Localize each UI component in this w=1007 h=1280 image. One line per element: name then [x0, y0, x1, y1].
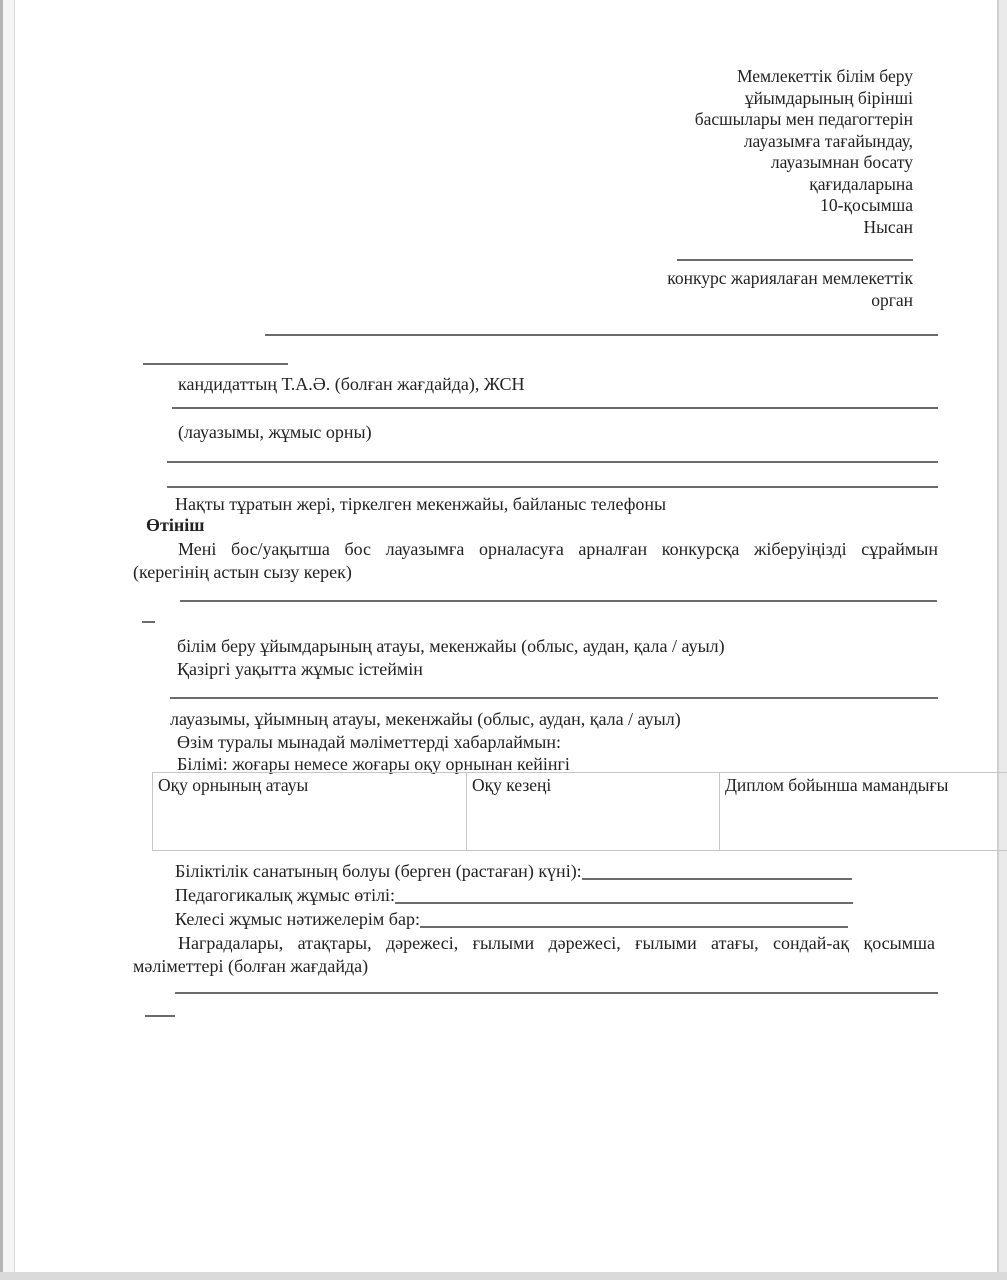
issuing-org-caption-line2: орган [871, 289, 913, 310]
position-blank-line [172, 407, 938, 409]
field-qualification-category [175, 860, 852, 882]
target-org-blank-line [180, 600, 937, 602]
education-table [152, 772, 1007, 851]
page-edge-right-light [999, 0, 1007, 1280]
education-level: Білімі: жоғары немесе жоғары оқу орнынан кейінгі [177, 754, 570, 774]
appendix-line: лауазымға тағайындау, [743, 130, 913, 151]
candidate-caption: кандидаттың Т.А.Ә. (болған жағдайда), ЖСН [178, 374, 525, 394]
candidate-blank-line-2 [143, 363, 288, 365]
appendix-line: Нысан [863, 216, 913, 237]
appendix-header-block [695, 66, 913, 238]
awards-blank-dash [145, 1015, 175, 1017]
awards-text-line2: мәліметтері (болған жағдайда) [133, 956, 369, 976]
field-teaching-experience-label: Педагогикалық жұмыс өтілі: [175, 885, 396, 905]
request-text-line1: Мені бос/уақытша бос лауазымға орналасуға арналған конкурсқа жіберуіңізді сұраймын [178, 539, 938, 559]
field-work-results-label: Келесі жұмыс нәтижелерім бар: [175, 909, 420, 929]
issuing-org-caption [667, 268, 913, 311]
awards-blank-line [175, 992, 938, 994]
request-text-line2: (керегінің астын сызу керек) [133, 562, 352, 582]
appendix-line: қағидаларына [809, 173, 913, 194]
address-blank-line-2 [167, 486, 938, 488]
address-caption: Нақты тұратын жері, тіркелген мекенжайы, байланыс телефоны [175, 494, 667, 514]
field-work-results [175, 908, 848, 930]
awards-text-line1: Наградалары, атақтары, дәрежесі, ғылыми дәрежесі, ғылыми атағы, сондай-ақ қосымша [178, 933, 935, 953]
issuing-org-caption-line1: конкурс жариялаған мемлекеттік [667, 268, 913, 288]
address-blank-line-1 [167, 461, 938, 463]
page-edge-bottom [0, 1272, 1007, 1280]
current-work-blank-line [170, 697, 938, 699]
application-title: Өтініш [146, 515, 205, 535]
education-table-header-specialty: Диплом бойынша мамандығы [720, 773, 1007, 851]
field-teaching-experience-blank [395, 884, 853, 904]
education-table-row [153, 773, 1007, 851]
field-qualification-category-blank [582, 860, 852, 880]
education-table-header-institution: Оқу орнының атауы [153, 773, 467, 851]
field-qualification-category-label: Біліктілік санатының болуы (берген (растаған) күні): [175, 861, 582, 881]
current-work-caption: лауазымы, ұйымның атауы, мекенжайы (облыс, аудан, қала / ауыл) [170, 709, 681, 729]
field-work-results-blank [420, 908, 848, 928]
appendix-line: 10-қосымша [820, 195, 913, 215]
appendix-line: Мемлекеттік білім беру [736, 66, 913, 86]
current-work-statement: Қазіргі уақытта жұмыс істеймін [177, 659, 423, 679]
candidate-blank-line-1 [265, 334, 938, 336]
appendix-line: ұйымдарының бірінші [744, 87, 913, 108]
about-intro: Өзім туралы мынадай мәліметтерді хабарлаймын: [177, 732, 562, 752]
education-table-header-period: Оқу кезеңі [467, 773, 720, 851]
page-edge-left-light [3, 0, 15, 1280]
position-caption: (лауазымы, жұмыс орны) [178, 422, 372, 442]
field-teaching-experience [175, 884, 853, 906]
issuing-org-blank-line [677, 259, 913, 261]
target-org-blank-dash [142, 621, 155, 623]
appendix-line: лауазымнан босату [770, 152, 913, 172]
target-org-caption: білім беру ұйымдарының атауы, мекенжайы (облыс, аудан, қала / ауыл) [177, 636, 725, 656]
appendix-line: басшылары мен педагогтерін [694, 109, 913, 129]
